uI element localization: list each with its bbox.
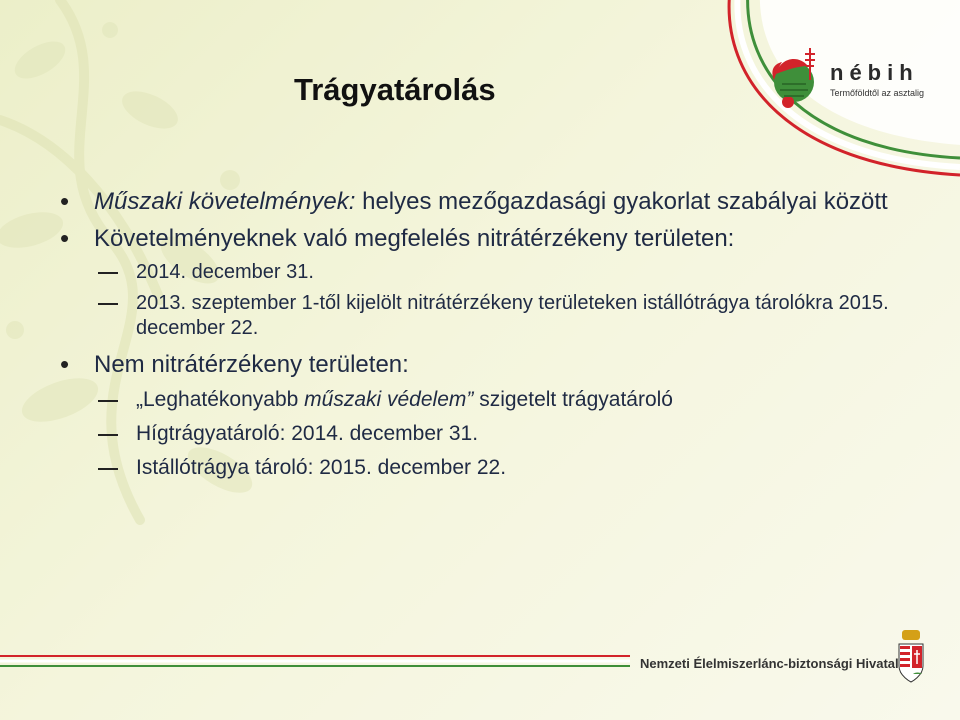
sub-bullet-item: [56, 386, 906, 414]
sub-bullet-text: szigetelt trágyatároló: [473, 388, 673, 411]
bullet-text: Követelményeknek való megfelelés nitrátérzékeny területen:: [94, 225, 735, 252]
sub-bullet-item: [56, 420, 906, 448]
bullet-item: [56, 349, 906, 380]
sub-bullet-item: [56, 260, 906, 285]
logo-wordmark: [830, 60, 924, 98]
sub-bullet-text: 2013. szeptember 1-től kijelölt nitrátérzékeny területeken istállótrágya tárolókra 2015. december 22.: [136, 292, 889, 339]
slide-content: [56, 186, 906, 488]
bullet-text: Nem nitrátérzékeny területen:: [94, 351, 409, 378]
sub-bullet-text: „Leghatékonyabb: [136, 388, 305, 411]
bullet-text: helyes mezőgazdasági gyakorlat szabályai között: [355, 188, 888, 215]
nebih-logo-icon: [768, 40, 824, 120]
sub-bullet-text: Hígtrágyatároló: 2014. december 31.: [136, 422, 479, 445]
bullet-text-italic: Műszaki követelmények:: [94, 188, 356, 215]
slide-title: Trágyatárolás: [294, 72, 496, 107]
sub-bullet-text-italic: műszaki védelem”: [304, 388, 474, 411]
sub-bullet-text: Istállótrágya tároló: 2015. december 22.: [136, 456, 507, 479]
hungarian-coat-of-arms-icon: [896, 630, 926, 685]
footer-org-name: Nemzeti Élelmiszerlánc-biztonsági Hivatal: [640, 656, 899, 671]
bullet-item: [56, 223, 906, 254]
sub-bullet-text: 2014. december 31.: [136, 261, 314, 283]
logo-name: nébih: [830, 60, 919, 85]
bullet-item: [56, 186, 906, 217]
logo-tagline: Termőföldtől az asztalig: [830, 88, 925, 98]
footer-stripes: [0, 652, 630, 672]
sub-bullet-item: [56, 454, 906, 482]
sub-bullet-item: [56, 291, 906, 341]
